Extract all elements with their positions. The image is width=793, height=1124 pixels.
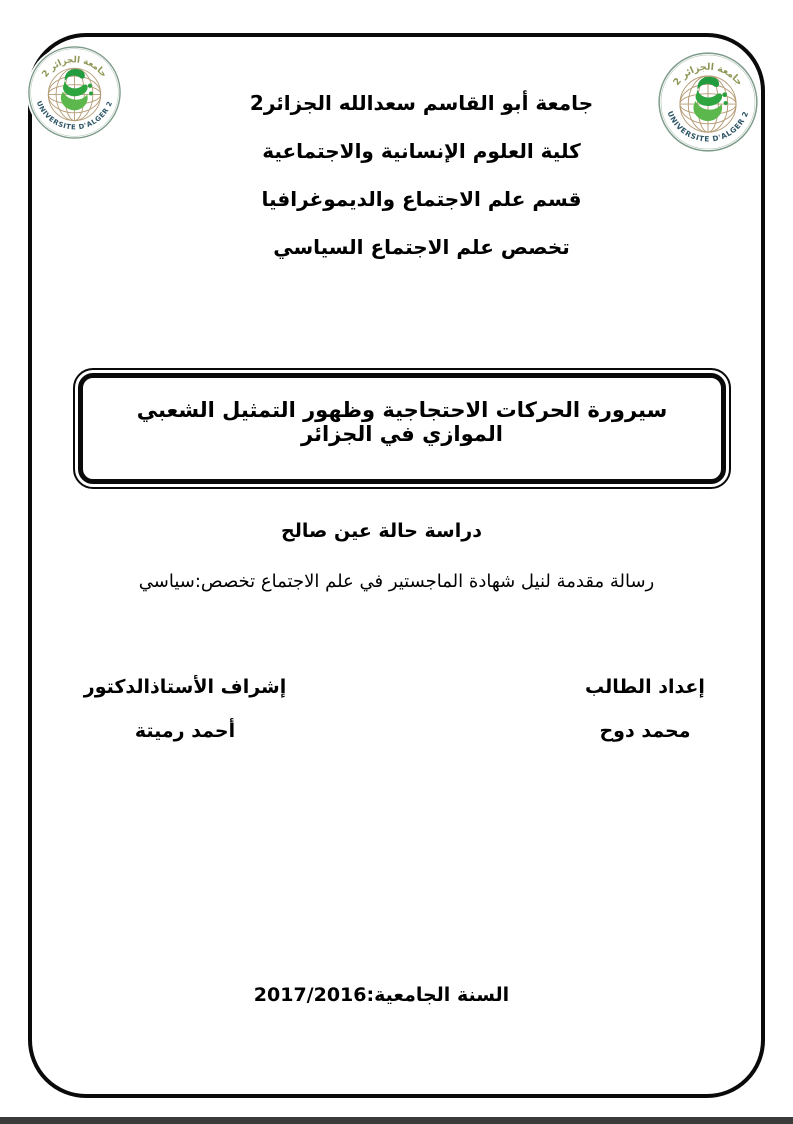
logo-arabic-arc-text: جامعة الجزائر 2	[40, 55, 109, 80]
university-seal-icon	[656, 50, 760, 154]
student-name: محمد دوح	[599, 720, 691, 742]
institution-header	[90, 90, 753, 282]
logo-arabic-arc-text: جامعة الجزائر 2	[671, 61, 745, 88]
university-logo-right	[656, 50, 760, 154]
logo-latin-arc-text: UNIVERSITE D'ALGER 2	[665, 109, 751, 144]
bottom-edge-bar	[0, 1117, 793, 1124]
department-name-line: قسم علم الاجتماع والديموغرافيا	[261, 187, 582, 211]
thesis-title: سيرورة الحركات الاحتجاجية وظهور التمثيل الشعبي الموازي في الجزائر	[136, 398, 668, 446]
specialty-name-line: تخصص علم الاجتماع السياسي	[273, 235, 570, 259]
student-credit-block	[540, 676, 750, 742]
thesis-title-box-inner-frame	[78, 373, 726, 484]
academic-year-line: السنة الجامعية:2017/2016	[253, 984, 510, 1006]
university-logo-left	[26, 44, 123, 141]
thesis-title-box	[73, 368, 731, 489]
supervisor-label: إشراف الأستاذالدكتور	[83, 676, 287, 698]
case-study-subtitle: دراسة حالة عين صالح	[281, 520, 482, 542]
university-seal-icon	[26, 44, 123, 141]
faculty-name-line: كلية العلوم الإنسانية والاجتماعية	[262, 139, 581, 163]
thesis-note-subtitle: رسالة مقدمة لنيل شهادة الماجستير في علم الاجتماع تخصص:سياسي	[138, 571, 655, 592]
supervisor-credit-block	[70, 676, 300, 742]
student-label: إعداد الطالب	[585, 676, 705, 698]
supervisor-name: أحمد رميتة	[134, 720, 236, 742]
university-name-line: جامعة أبو القاسم سعدالله الجزائر2	[249, 91, 594, 115]
logo-latin-arc-text: UNIVERSITE D'ALGER 2	[34, 99, 115, 132]
